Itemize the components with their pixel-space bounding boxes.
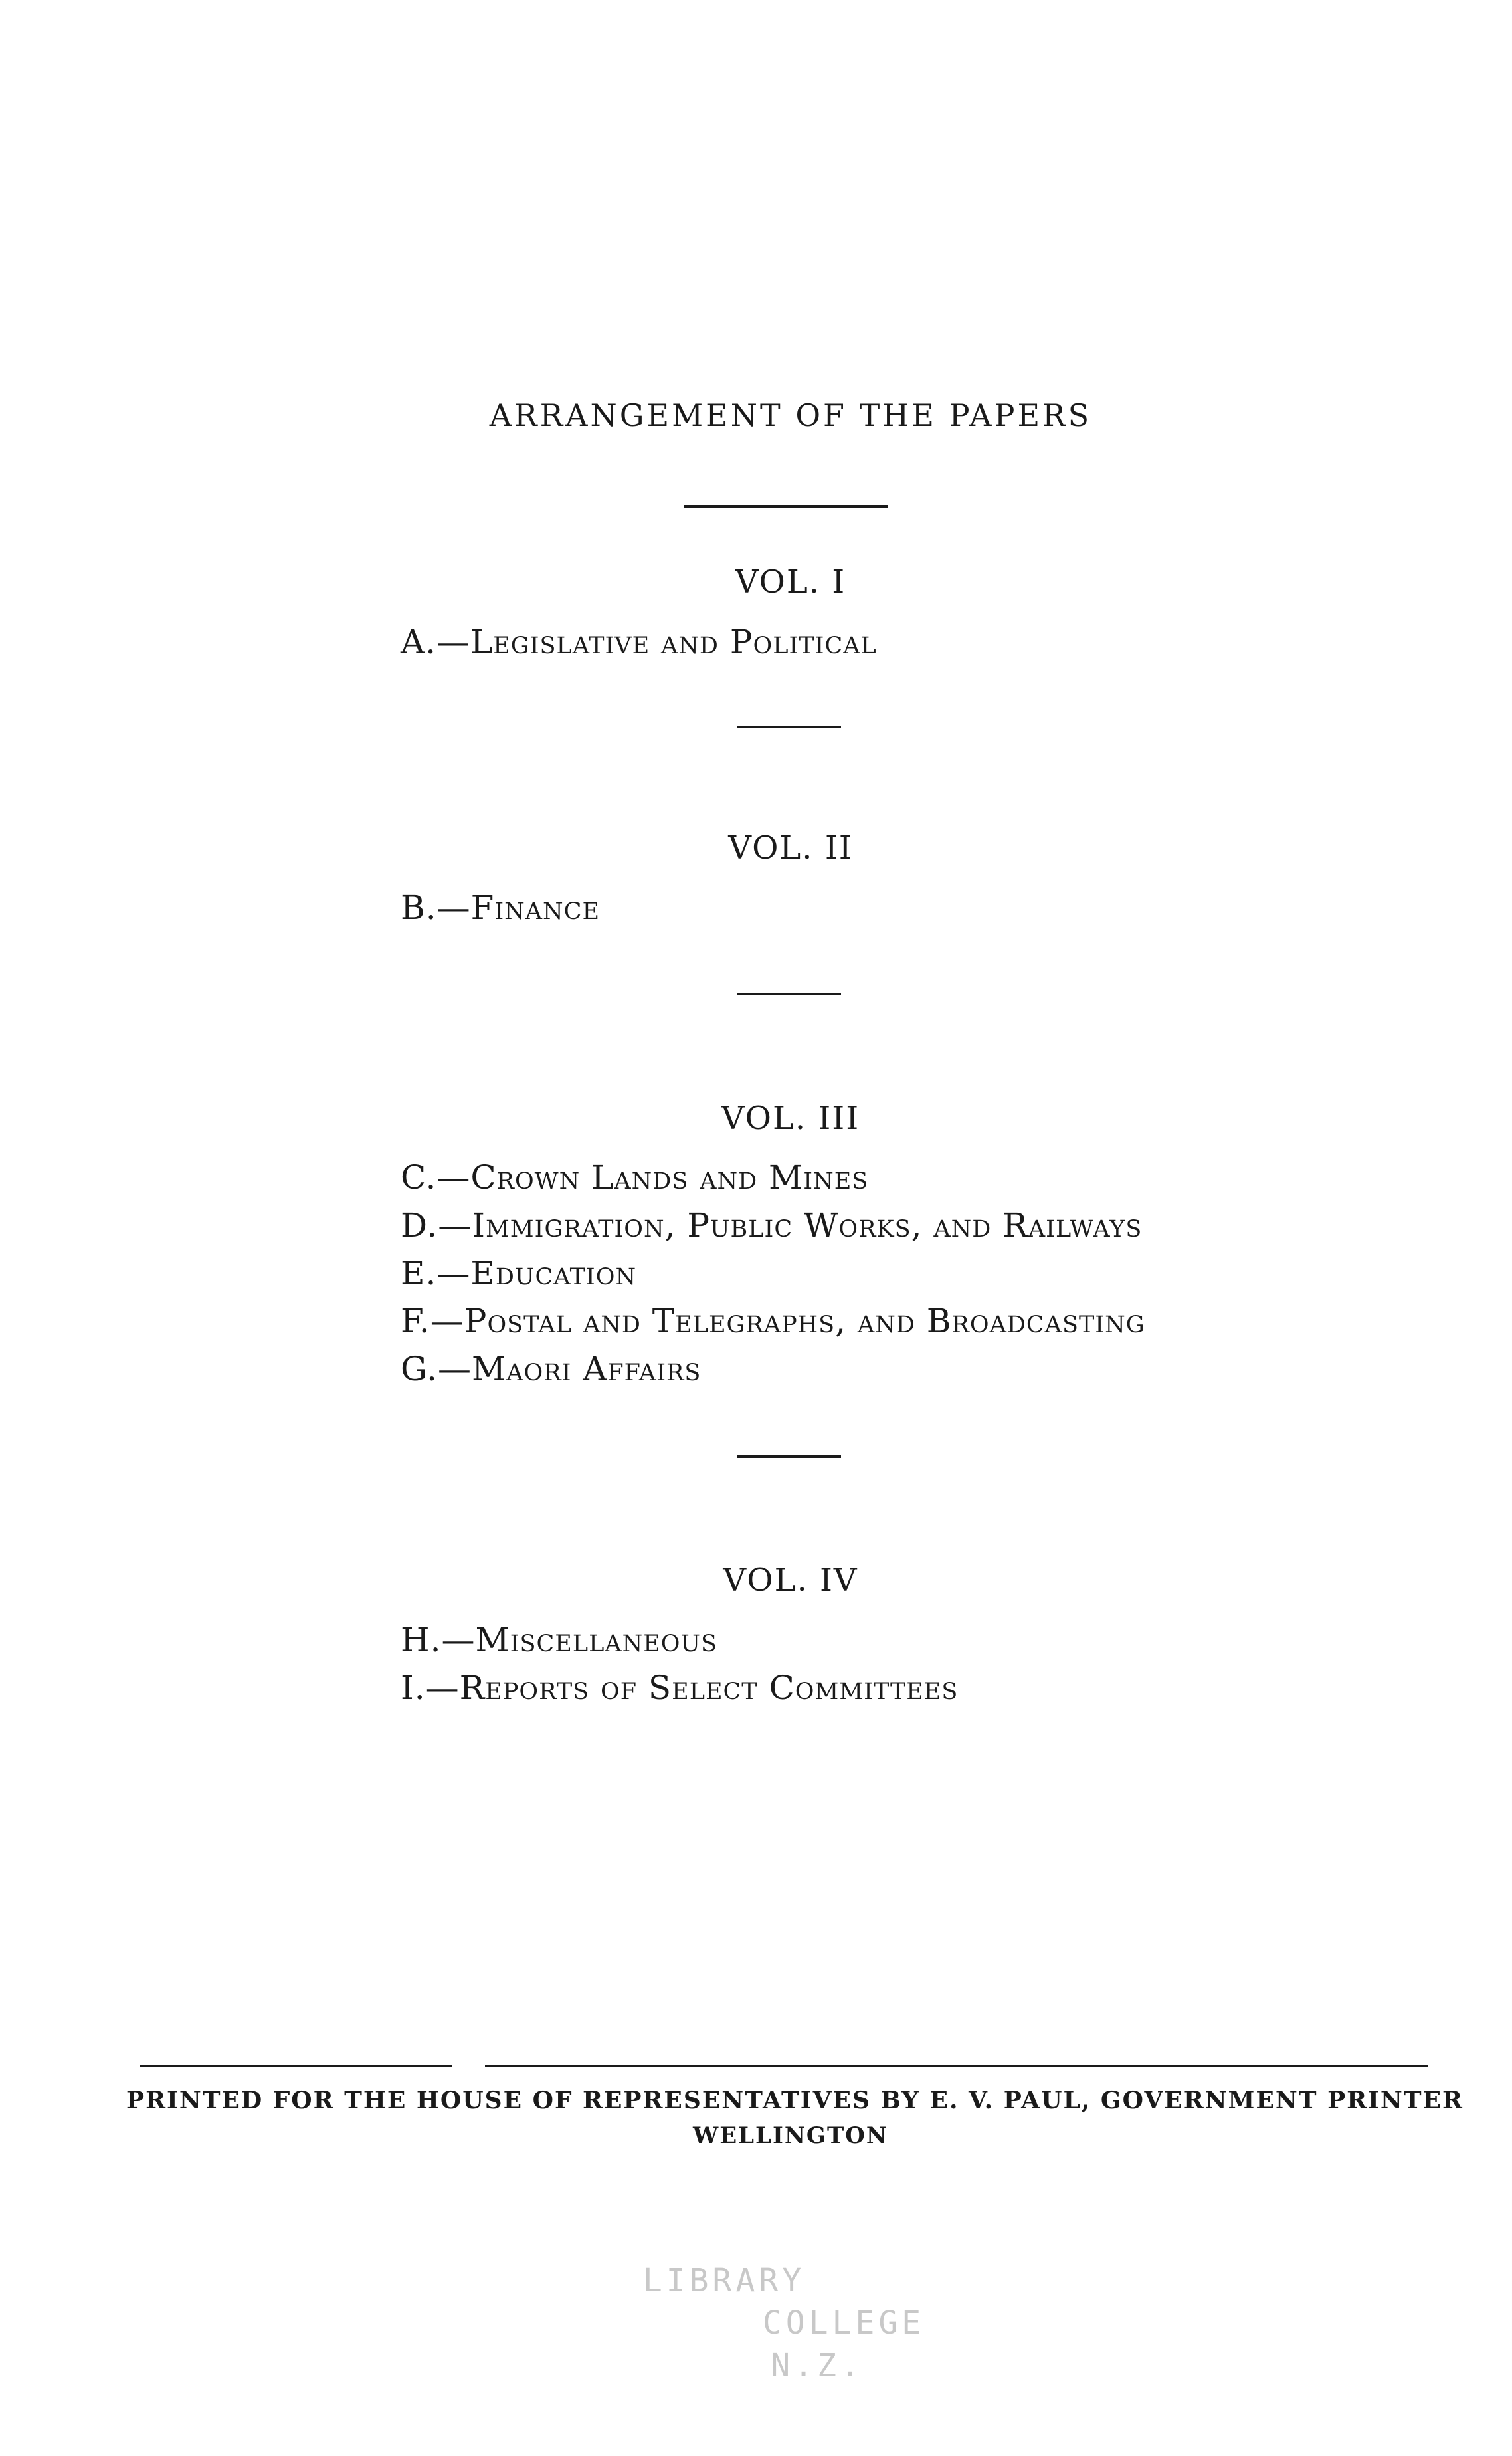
- contents-entry: D.—Immigration, Public Works, and Railways: [401, 1206, 1143, 1245]
- volume-4-heading: VOL. IV: [723, 1562, 858, 1599]
- volume-3-contents: [401, 1154, 1145, 1393]
- stamp-line: LIBRARY: [642, 2262, 806, 2299]
- title-rule: [684, 505, 888, 508]
- volume-4-contents: [401, 1616, 958, 1712]
- imprint-rule-left: [140, 2065, 452, 2067]
- contents-entry: I.—Reports of Select Committees: [401, 1669, 959, 1707]
- page-title: ARRANGEMENT OF THE PAPERS: [489, 397, 1092, 433]
- contents-entry: B.—Finance: [401, 888, 601, 927]
- stamp-line: N.Z.: [771, 2347, 864, 2384]
- volume-1-heading: VOL. I: [735, 563, 846, 601]
- imprint-city: WELLINGTON: [693, 2122, 888, 2149]
- contents-entry: E.—Education: [401, 1254, 637, 1292]
- contents-entry: G.—Maori Affairs: [401, 1350, 702, 1388]
- section-divider: [737, 1455, 841, 1458]
- contents-entry: H.—Miscellaneous: [401, 1621, 717, 1659]
- imprint-rule-right: [485, 2065, 1428, 2067]
- contents-entry: C.—Crown Lands and Mines: [401, 1158, 869, 1197]
- section-divider: [737, 726, 841, 728]
- stamp-line: COLLEGE: [762, 2304, 925, 2342]
- section-divider: [737, 993, 841, 995]
- printer-imprint: PRINTED FOR THE HOUSE OF REPRESENTATIVES BY E. V. PAUL, GOVERNMENT PRINTER: [126, 2087, 1464, 2114]
- volume-2-contents: [401, 884, 600, 932]
- contents-entry: A.—Legislative and Political: [401, 623, 877, 661]
- volume-2-heading: VOL. II: [728, 829, 853, 867]
- library-stamp: [425, 2259, 1023, 2387]
- contents-entry: F.—Postal and Telegraphs, and Broadcasting: [401, 1302, 1145, 1340]
- volume-3-heading: VOL. III: [721, 1100, 860, 1137]
- volume-1-contents: [401, 618, 877, 666]
